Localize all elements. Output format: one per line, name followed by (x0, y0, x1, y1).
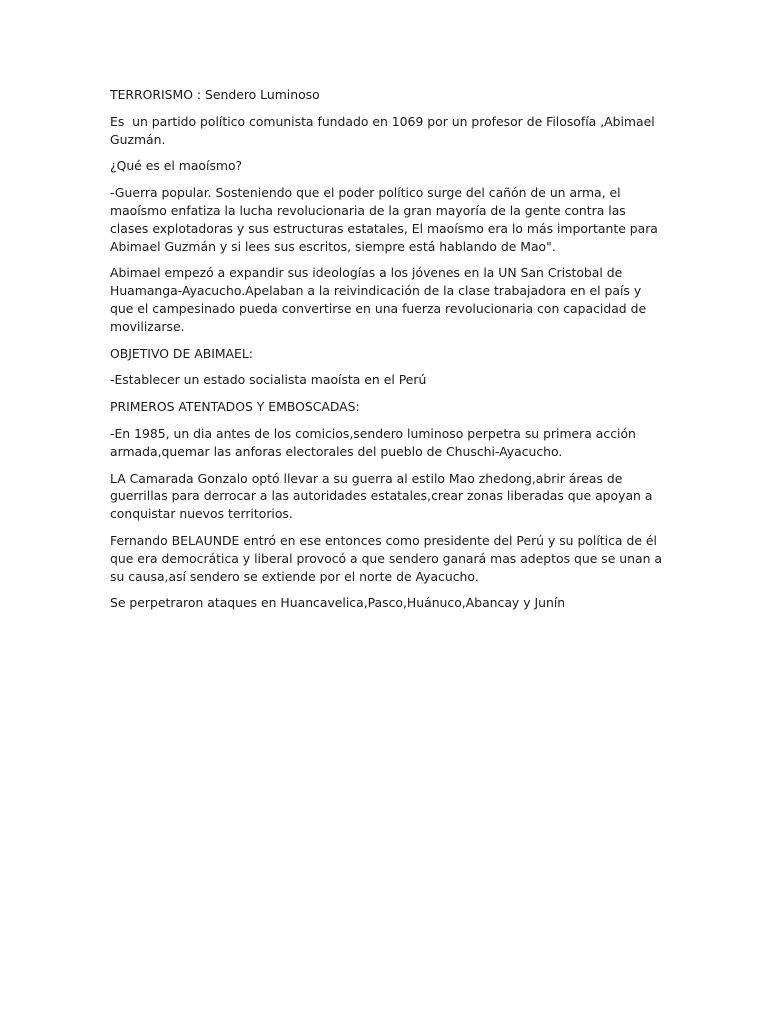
paragraph-gonzalo: LA Camarada Gonzalo optó llevar a su guerra al estilo Mao zhedong,abrir áreas de guerrillas para derrocar a las autoridades estatales,crear zonas liberadas que apoyan a conquistar nuevos territorios. (110, 470, 657, 522)
paragraph-ataques: Se perpetraron ataques en Huancavelica,Pasco,Huánuco,Abancay y Junín (110, 595, 566, 611)
paragraph-1985: -En 1985, un dia antes de los comicios,sendero luminoso perpetra su primera acción armada,quemar las anforas electorales del pueblo de Chuschi-Ayacucho. (110, 425, 640, 459)
paragraph-ideologias: Abimael empezó a expandir sus ideologías a los jóvenes en la UN San Cristobal de Huamanga-Ayacucho.Apelaban a la reivindicación de la clase trabajadora en el país y que el campesinado pueda convertirse en una fuerza revolucionaria con capacidad de movilizarse. (110, 265, 651, 334)
paragraph-belaunde: Fernando BELAUNDE entró en ese entonces como presidente del Perú y su política de él que era democrática y liberal provocó a que sendero ganará mas adeptos que se unan a su causa,así sendero se extiende por el norte de Ayacucho. (110, 532, 666, 584)
attacks-heading: PRIMEROS ATENTADOS Y EMBOSCADAS: (110, 399, 360, 415)
document-title: TERRORISMO : Sendero Luminoso (110, 87, 320, 102)
paragraph-guerra-popular: -Guerra popular. Sosteniendo que el poder político surge del cañón de un arma, el maoísmo enfatiza la lucha revolucionaria de la gran mayoría de la gente contra las clases explotadoras y sus estructuras estatales, El maoísmo era lo más importante para Abimael Guzmán y si lees sus escritos, siempre está hablando de Mao". (110, 185, 662, 254)
objective-heading: OBJETIVO DE ABIMAEL: (110, 345, 253, 361)
document-body (110, 86, 666, 621)
paragraph-intro: Es un partido político comunista fundado en 1069 por un profesor de Filosofía ,Abimael Guzmán. (110, 113, 659, 147)
question-heading: ¿Qué es el maoísmo? (110, 158, 243, 174)
paragraph-objetivo: -Establecer un estado socialista maoísta en el Perú (110, 372, 427, 388)
